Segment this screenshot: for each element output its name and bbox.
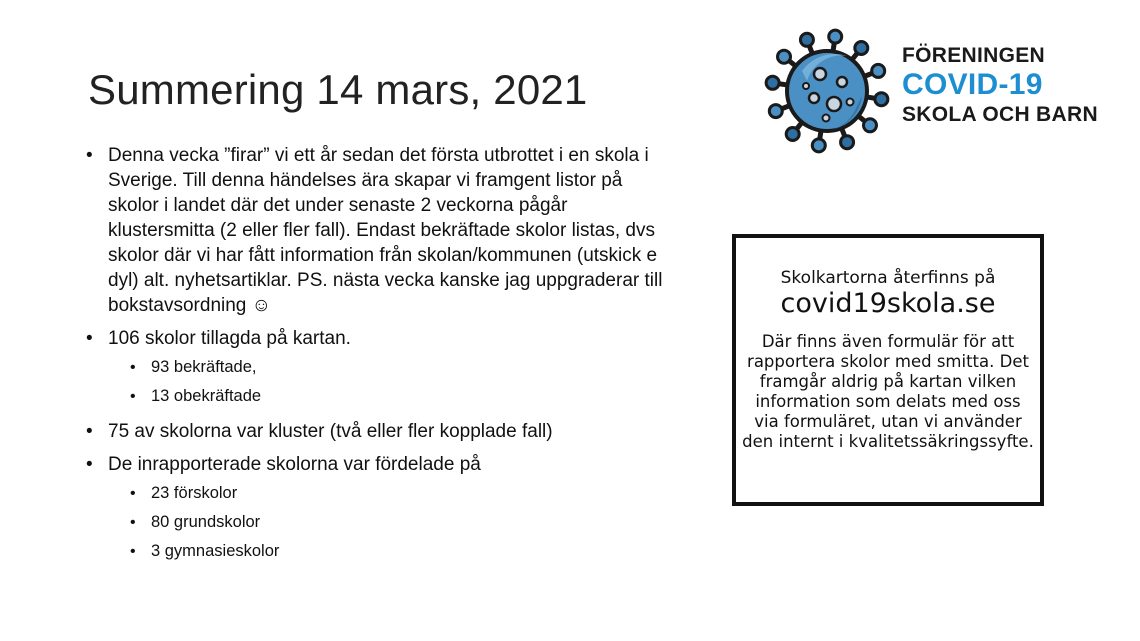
logo-line-covid: COVID-19 bbox=[902, 68, 1043, 101]
logo-wordmark bbox=[902, 44, 1098, 128]
sub-bullet-item: • 3 gymnasieskolor bbox=[130, 537, 666, 566]
info-url: covid19skola.se bbox=[780, 288, 996, 319]
sub-bullet-item: • 23 förskolor bbox=[130, 479, 666, 508]
bullet-item bbox=[86, 419, 666, 444]
sub-bullet-item: • 80 grundskolor bbox=[130, 508, 666, 537]
logo-line-skola: SKOLA OCH BARN bbox=[902, 103, 1098, 126]
info-body: Där finns även formulär för att rapportera skolor med smitta. Det framgår aldrig på kartan vilken information som delats med oss via formuläret, utan vi använder den internt i kvalitetssäkringssyfte. bbox=[742, 332, 1034, 451]
sub-bullet-item: • 13 obekräftade bbox=[130, 382, 666, 411]
bullet-item bbox=[86, 143, 666, 318]
bullet-item bbox=[86, 326, 666, 411]
sub-bullet-list bbox=[108, 353, 666, 411]
bullet-list bbox=[86, 143, 666, 566]
bullet-text: Denna vecka ”firar” vi ett år sedan det första utbrottet i en skola i Sverige. Till denna händelses ära skapar vi framgent listor på skolor i landet där det under senaste 2 veckorna pågår klustersmitta (2 eller fler fall). Endast bekräftade skolor listas, dvs skolor där vi har fått information från skolan/kommunen (utskick e dyl) alt. nyhetsartiklar. PS. nästa vecka kanske jag uppgraderar till bokstavsordning ☺ bbox=[108, 145, 663, 316]
bullet-text: 106 skolor tillagda på kartan. bbox=[108, 328, 351, 349]
bullet-item bbox=[86, 452, 666, 566]
bullet-text: De inrapporterade skolorna var fördelade på bbox=[108, 454, 481, 475]
slide-title: Summering 14 mars, 2021 bbox=[88, 66, 588, 113]
bullet-text: 75 av skolorna var kluster (två eller fler kopplade fall) bbox=[108, 421, 553, 442]
association-logo bbox=[762, 26, 1122, 156]
info-box bbox=[732, 234, 1044, 506]
virus-icon bbox=[762, 26, 892, 156]
sub-bullet-list bbox=[108, 479, 666, 566]
bullet-content bbox=[86, 143, 666, 574]
sub-bullet-item: • 93 bekräftade, bbox=[130, 353, 666, 382]
info-intro: Skolkartorna återfinns på bbox=[780, 268, 996, 288]
logo-line-foreningen: FÖRENINGEN bbox=[902, 44, 1046, 67]
